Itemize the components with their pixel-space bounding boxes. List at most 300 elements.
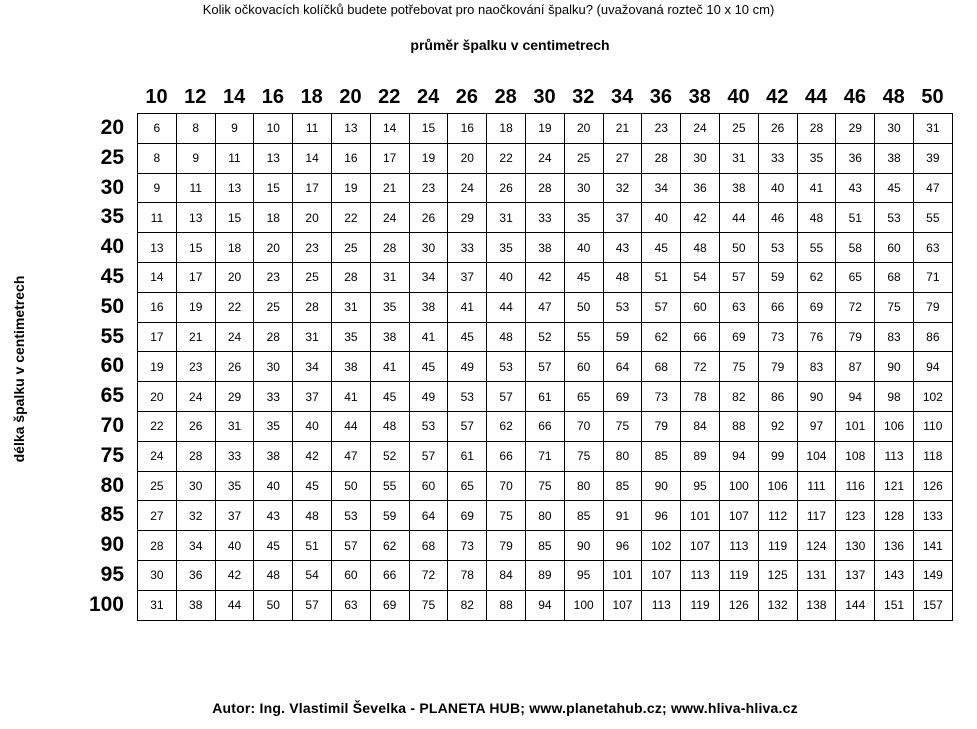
column-header: 26 (455, 86, 479, 108)
table-cell: 22 (138, 411, 177, 441)
table-cell: 39 (913, 143, 952, 173)
table-cell: 16 (331, 143, 370, 173)
table-cell: 107 (719, 501, 758, 531)
row-header: 80 (100, 473, 124, 497)
table-cell: 37 (215, 501, 254, 531)
table-cell: 53 (448, 382, 487, 412)
table-cell: 92 (758, 411, 797, 441)
table-cell: 36 (836, 143, 875, 173)
column-header: 24 (416, 86, 440, 108)
table-cell: 85 (564, 501, 603, 531)
table-cell: 87 (836, 352, 875, 382)
table-cell: 37 (603, 203, 642, 233)
table-cell: 83 (875, 322, 914, 352)
table-cell: 40 (564, 233, 603, 263)
table-cell: 79 (642, 411, 681, 441)
table-row (138, 531, 953, 561)
table-cell: 28 (331, 262, 370, 292)
table-row (138, 471, 953, 501)
table-cell: 28 (293, 292, 332, 322)
table-cell: 68 (875, 262, 914, 292)
table-cell: 40 (487, 262, 526, 292)
table-cell: 73 (758, 322, 797, 352)
table-cell: 131 (797, 560, 836, 590)
table-cell: 49 (448, 352, 487, 382)
table-cell: 75 (603, 411, 642, 441)
table-cell: 20 (448, 143, 487, 173)
table-cell: 66 (525, 411, 564, 441)
table-cell: 62 (797, 262, 836, 292)
table-cell: 82 (448, 590, 487, 620)
column-header: 34 (610, 86, 634, 108)
table-cell: 20 (215, 262, 254, 292)
table-cell: 30 (681, 143, 720, 173)
table-cell: 62 (487, 411, 526, 441)
table-cell: 96 (642, 501, 681, 531)
table-cell: 20 (293, 203, 332, 233)
table-cell: 107 (642, 560, 681, 590)
table-cell: 11 (215, 143, 254, 173)
table-cell: 38 (176, 590, 215, 620)
table-cell: 57 (448, 411, 487, 441)
table-cell: 102 (913, 382, 952, 412)
table-cell: 31 (487, 203, 526, 233)
table-cell: 117 (797, 501, 836, 531)
table-cell: 61 (448, 441, 487, 471)
table-row (138, 441, 953, 471)
table-row (138, 352, 953, 382)
table-cell: 66 (370, 560, 409, 590)
table-cell: 52 (370, 441, 409, 471)
table-cell: 65 (836, 262, 875, 292)
table-cell: 138 (797, 590, 836, 620)
table-cell: 40 (642, 203, 681, 233)
table-cell: 85 (525, 531, 564, 561)
table-cell: 62 (642, 322, 681, 352)
column-header: 12 (184, 86, 207, 108)
table-cell: 34 (409, 262, 448, 292)
table-cell: 11 (293, 114, 332, 144)
table-cell: 35 (254, 411, 293, 441)
table-cell: 58 (836, 233, 875, 263)
column-header: 36 (649, 86, 673, 108)
row-header: 100 (88, 592, 124, 616)
table-cell: 66 (681, 322, 720, 352)
table-cell: 34 (642, 173, 681, 203)
table-cell: 59 (758, 262, 797, 292)
table-cell: 78 (448, 560, 487, 590)
table-cell: 15 (409, 114, 448, 144)
table-cell: 72 (836, 292, 875, 322)
table-cell: 17 (138, 322, 177, 352)
table-cell: 21 (603, 114, 642, 144)
table-cell: 104 (797, 441, 836, 471)
table-cell: 23 (642, 114, 681, 144)
table-cell: 15 (176, 233, 215, 263)
table-cell: 99 (758, 441, 797, 471)
table-cell: 100 (719, 471, 758, 501)
table-cell: 60 (409, 471, 448, 501)
table-cell: 63 (719, 292, 758, 322)
table-cell: 6 (138, 114, 177, 144)
table-cell: 19 (176, 292, 215, 322)
table-cell: 30 (875, 114, 914, 144)
table-cell: 25 (254, 292, 293, 322)
table-cell: 26 (487, 173, 526, 203)
table-cell: 22 (215, 292, 254, 322)
table-cell: 47 (913, 173, 952, 203)
table-cell: 23 (176, 352, 215, 382)
column-header: 16 (261, 86, 285, 108)
row-header: 75 (100, 443, 124, 467)
table-cell: 33 (215, 441, 254, 471)
table-cell: 80 (603, 441, 642, 471)
table-cell: 36 (681, 173, 720, 203)
table-cell: 62 (370, 531, 409, 561)
table-cell: 47 (331, 441, 370, 471)
table-cell: 28 (138, 531, 177, 561)
table-cell: 24 (525, 143, 564, 173)
row-header: 40 (100, 235, 124, 259)
table-cell: 130 (836, 531, 875, 561)
table-cell: 45 (370, 382, 409, 412)
table-cell: 31 (913, 114, 952, 144)
table-cell: 149 (913, 560, 952, 590)
table-cell: 24 (370, 203, 409, 233)
column-header: 50 (921, 86, 944, 108)
table-cell: 24 (176, 382, 215, 412)
row-header: 30 (100, 175, 124, 199)
table-cell: 75 (409, 590, 448, 620)
table-cell: 55 (797, 233, 836, 263)
table-cell: 45 (564, 262, 603, 292)
table-cell: 60 (875, 233, 914, 263)
column-axis-label: průměr špalku v centimetrech (410, 37, 610, 53)
table-cell: 126 (719, 590, 758, 620)
table-cell: 94 (719, 441, 758, 471)
table-cell: 48 (681, 233, 720, 263)
table-cell: 47 (525, 292, 564, 322)
table-cell: 106 (875, 411, 914, 441)
column-header: 18 (300, 86, 323, 108)
table-cell: 86 (913, 322, 952, 352)
table-cell: 75 (525, 471, 564, 501)
table-cell: 16 (138, 292, 177, 322)
table-cell: 45 (254, 531, 293, 561)
column-header: 40 (727, 86, 750, 108)
table-cell: 133 (913, 501, 952, 531)
table-cell: 45 (293, 471, 332, 501)
table-cell: 75 (487, 501, 526, 531)
table-cell: 65 (564, 382, 603, 412)
table-cell: 108 (836, 441, 875, 471)
table-cell: 38 (254, 441, 293, 471)
table-row (138, 322, 953, 352)
table-cell: 43 (254, 501, 293, 531)
table-cell: 30 (564, 173, 603, 203)
table-cell: 33 (525, 203, 564, 233)
table-cell: 42 (293, 441, 332, 471)
data-table (137, 113, 953, 621)
table-cell: 38 (331, 352, 370, 382)
table-cell: 70 (487, 471, 526, 501)
table-cell: 52 (525, 322, 564, 352)
table-cell: 48 (487, 322, 526, 352)
table-cell: 31 (138, 590, 177, 620)
table-cell: 31 (215, 411, 254, 441)
table-cell: 30 (254, 352, 293, 382)
table-cell: 24 (681, 114, 720, 144)
page-title: Kolik očkovacích kolíčků budete potřebovat pro naočkování špalku? (uvažovaná rozteč 10 x 10 cm) (202, 2, 775, 17)
table-cell: 28 (254, 322, 293, 352)
table-cell: 64 (603, 352, 642, 382)
table-cell: 40 (293, 411, 332, 441)
table-cell: 80 (525, 501, 564, 531)
column-header: 48 (882, 86, 905, 108)
table-cell: 53 (603, 292, 642, 322)
table-cell: 88 (487, 590, 526, 620)
table-cell: 15 (254, 173, 293, 203)
row-header: 65 (100, 384, 124, 408)
table-cell: 54 (293, 560, 332, 590)
table-cell: 37 (293, 382, 332, 412)
table-cell: 76 (797, 322, 836, 352)
table-cell: 21 (370, 173, 409, 203)
table-cell: 69 (719, 322, 758, 352)
table-cell: 55 (564, 322, 603, 352)
table-cell: 43 (836, 173, 875, 203)
table-cell: 13 (138, 233, 177, 263)
row-header: 70 (100, 414, 124, 437)
table-cell: 90 (642, 471, 681, 501)
table-row (138, 114, 953, 144)
table-cell: 9 (215, 114, 254, 144)
table-cell: 57 (331, 531, 370, 561)
table-cell: 42 (681, 203, 720, 233)
column-header: 46 (843, 86, 867, 108)
table-cell: 25 (293, 262, 332, 292)
table-cell: 50 (719, 233, 758, 263)
table-row (138, 233, 953, 263)
table-cell: 113 (719, 531, 758, 561)
table-cell: 101 (836, 411, 875, 441)
table-cell: 33 (758, 143, 797, 173)
table-cell: 19 (525, 114, 564, 144)
table-row (138, 143, 953, 173)
table-cell: 75 (875, 292, 914, 322)
table-row (138, 560, 953, 590)
column-header: 28 (494, 86, 517, 108)
table-cell: 34 (176, 531, 215, 561)
table-cell: 119 (758, 531, 797, 561)
table-cell: 20 (254, 233, 293, 263)
table-cell: 60 (331, 560, 370, 590)
table-cell: 30 (176, 471, 215, 501)
table-cell: 35 (797, 143, 836, 173)
table-cell: 53 (758, 233, 797, 263)
table-cell: 38 (409, 292, 448, 322)
table-cell: 100 (564, 590, 603, 620)
table-cell: 113 (681, 560, 720, 590)
table-cell: 9 (138, 173, 177, 203)
table-cell: 28 (797, 114, 836, 144)
table-cell: 72 (409, 560, 448, 590)
table-cell: 57 (525, 352, 564, 382)
table-row (138, 262, 953, 292)
table-cell: 35 (487, 233, 526, 263)
table-cell: 26 (215, 352, 254, 382)
table-cell: 31 (719, 143, 758, 173)
table-cell: 17 (293, 173, 332, 203)
table-row (138, 382, 953, 412)
table-cell: 107 (603, 590, 642, 620)
table-cell: 11 (176, 173, 215, 203)
table-cell: 85 (642, 441, 681, 471)
table-cell: 55 (370, 471, 409, 501)
table-cell: 91 (603, 501, 642, 531)
table-cell: 90 (797, 382, 836, 412)
table-cell: 48 (797, 203, 836, 233)
row-header: 35 (100, 205, 124, 229)
table-cell: 60 (681, 292, 720, 322)
table-cell: 24 (448, 173, 487, 203)
table-cell: 98 (875, 382, 914, 412)
table-cell: 53 (409, 411, 448, 441)
table-cell: 63 (913, 233, 952, 263)
table-cell: 23 (254, 262, 293, 292)
table-cell: 28 (642, 143, 681, 173)
table-row (138, 203, 953, 233)
table-cell: 29 (836, 114, 875, 144)
table-cell: 45 (409, 352, 448, 382)
table-cell: 57 (487, 382, 526, 412)
table-cell: 44 (719, 203, 758, 233)
table-cell: 48 (254, 560, 293, 590)
table-cell: 25 (564, 143, 603, 173)
table-cell: 27 (603, 143, 642, 173)
table-cell: 25 (138, 471, 177, 501)
table-cell: 40 (758, 173, 797, 203)
row-header: 85 (100, 503, 124, 527)
table-cell: 48 (370, 411, 409, 441)
row-header: 55 (100, 324, 124, 348)
table-cell: 31 (370, 262, 409, 292)
table-row (138, 590, 953, 620)
table-cell: 50 (564, 292, 603, 322)
table-cell: 90 (564, 531, 603, 561)
table-row (138, 411, 953, 441)
table-cell: 44 (331, 411, 370, 441)
table-cell: 46 (758, 203, 797, 233)
table-cell: 96 (603, 531, 642, 561)
table-cell: 41 (797, 173, 836, 203)
table-cell: 30 (138, 560, 177, 590)
table-cell: 107 (681, 531, 720, 561)
table-cell: 41 (370, 352, 409, 382)
table-cell: 95 (681, 471, 720, 501)
table-cell: 38 (525, 233, 564, 263)
table-cell: 82 (719, 382, 758, 412)
table-cell: 84 (681, 411, 720, 441)
table-cell: 33 (254, 382, 293, 412)
table-cell: 75 (564, 441, 603, 471)
row-axis-label: délka špalku v centimetrech (11, 275, 27, 463)
table-cell: 15 (215, 203, 254, 233)
table-cell: 54 (681, 262, 720, 292)
table-cell: 23 (293, 233, 332, 263)
table-cell: 116 (836, 471, 875, 501)
table-cell: 41 (448, 292, 487, 322)
table-cell: 26 (176, 411, 215, 441)
table-cell: 68 (409, 531, 448, 561)
table-cell: 33 (448, 233, 487, 263)
column-header: 38 (688, 86, 711, 108)
table-cell: 29 (215, 382, 254, 412)
table-cell: 55 (913, 203, 952, 233)
table-cell: 10 (254, 114, 293, 144)
table-cell: 57 (293, 590, 332, 620)
row-header: 20 (100, 116, 124, 139)
table-cell: 29 (448, 203, 487, 233)
table-cell: 20 (564, 114, 603, 144)
table-cell: 79 (836, 322, 875, 352)
table-cell: 24 (138, 441, 177, 471)
table-cell: 69 (448, 501, 487, 531)
table-cell: 35 (331, 322, 370, 352)
table-cell: 19 (409, 143, 448, 173)
row-header: 25 (100, 145, 124, 169)
table-cell: 16 (448, 114, 487, 144)
column-header: 10 (145, 86, 168, 108)
table-cell: 97 (797, 411, 836, 441)
table-cell: 48 (293, 501, 332, 531)
column-header: 14 (222, 86, 246, 108)
table-cell: 14 (138, 262, 177, 292)
table-cell: 14 (370, 114, 409, 144)
column-header: 42 (766, 86, 789, 108)
table-cell: 19 (138, 352, 177, 382)
table-cell: 69 (370, 590, 409, 620)
table-cell: 25 (719, 114, 758, 144)
table-cell: 22 (331, 203, 370, 233)
table-cell: 59 (603, 322, 642, 352)
table-cell: 137 (836, 560, 875, 590)
table-cell: 23 (409, 173, 448, 203)
table-cell: 35 (215, 471, 254, 501)
table-cell: 25 (331, 233, 370, 263)
table-cell: 132 (758, 590, 797, 620)
table-cell: 61 (525, 382, 564, 412)
table-cell: 40 (254, 471, 293, 501)
table-cell: 89 (681, 441, 720, 471)
table-row (138, 173, 953, 203)
table-cell: 53 (331, 501, 370, 531)
table-cell: 34 (293, 352, 332, 382)
table-cell: 32 (176, 501, 215, 531)
table-cell: 18 (254, 203, 293, 233)
table-cell: 69 (797, 292, 836, 322)
table-cell: 69 (603, 382, 642, 412)
table-cell: 118 (913, 441, 952, 471)
table-cell: 38 (875, 143, 914, 173)
table-cell: 106 (758, 471, 797, 501)
table-cell: 40 (215, 531, 254, 561)
table-cell: 70 (564, 411, 603, 441)
table-cell: 44 (215, 590, 254, 620)
table-cell: 31 (331, 292, 370, 322)
table-cell: 19 (331, 173, 370, 203)
table-cell: 37 (448, 262, 487, 292)
